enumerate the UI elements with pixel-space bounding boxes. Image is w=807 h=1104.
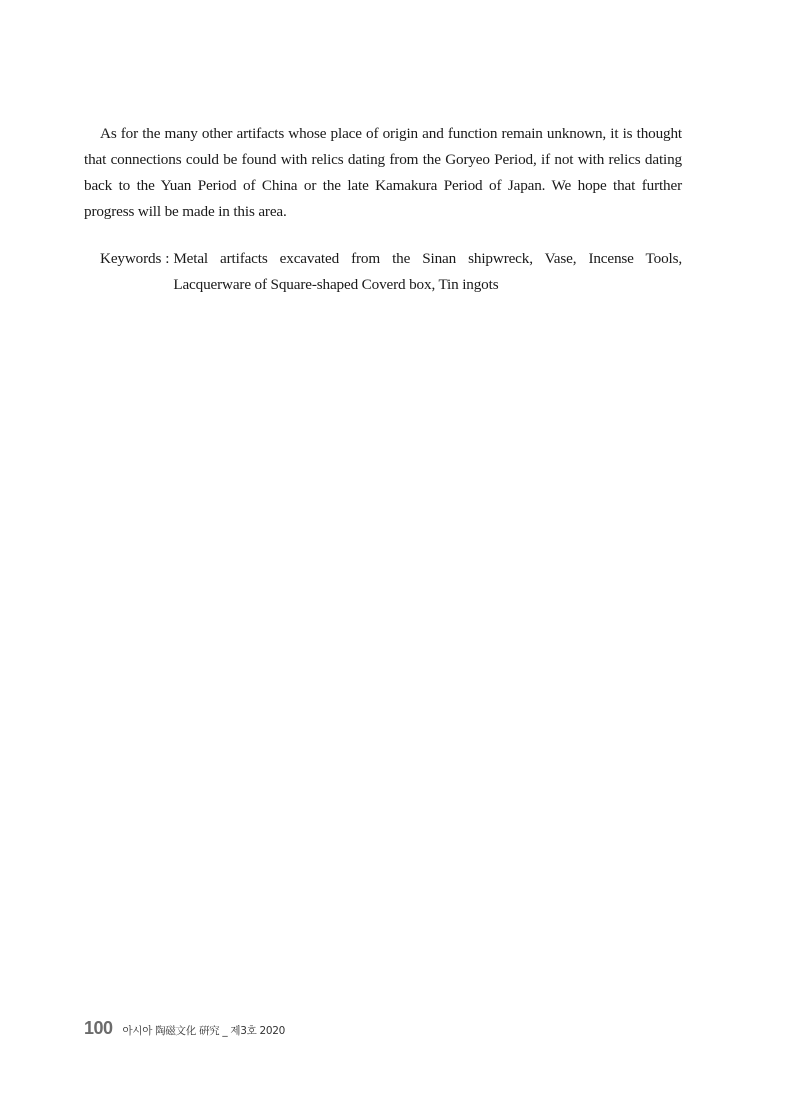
page-number: 100 (84, 1018, 113, 1038)
keywords-block (100, 246, 682, 298)
abstract-paragraph: As for the many other artifacts whose place of origin and function remain unknown, it is thought that connections could be found with relics dating from the Goryeo Period, if not with relics dating back to the Yuan Period of China or the late Kamakura Period of Japan. We hope that further progress will be made in this area. (84, 125, 682, 220)
keywords-label: Keywords (100, 250, 162, 267)
keywords-list: Metal artifacts excavated from the Sinan shipwreck, Vase, Incense Tools, Lacquerware of Square-shaped Coverd box, Tin ingots (173, 250, 682, 293)
journal-name: 아시아 陶磁文化 硏究 _ 제3호 2020 (122, 1025, 286, 1037)
keywords-separator: : (165, 250, 170, 267)
page-footer (84, 1018, 285, 1039)
